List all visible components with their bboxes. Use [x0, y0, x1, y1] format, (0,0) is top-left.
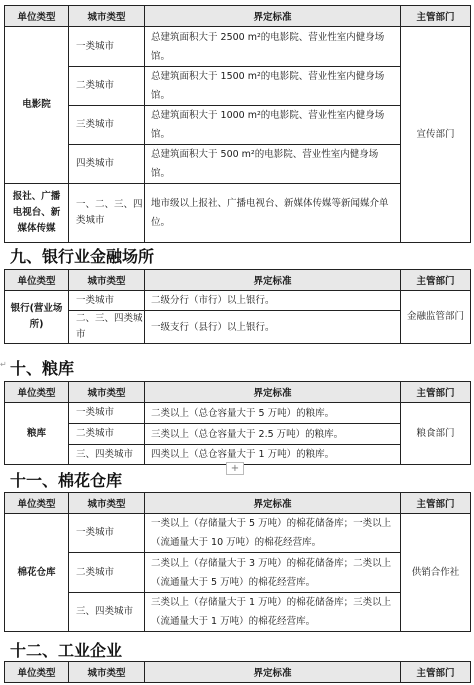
table-row — [5, 514, 471, 553]
header-std: 界定标准 — [145, 662, 401, 683]
unit-cell: 粮库 — [5, 403, 69, 465]
paragraph-mark-icon: ↵ — [0, 360, 7, 369]
header-dept: 主管部门 — [401, 6, 471, 27]
header-city: 城市类型 — [69, 493, 145, 514]
header-std: 界定标准 — [145, 6, 401, 27]
header-unit: 单位类型 — [5, 493, 69, 514]
std-cell: 总建筑面积大于 1000 m²的电影院、营业性室内健身场馆。 — [145, 106, 401, 145]
table-cinema — [4, 5, 471, 243]
city-cell: 四类城市 — [69, 145, 145, 184]
section-heading-industry: 十二、工业企业 — [10, 641, 123, 660]
header-dept: 主管部门 — [401, 270, 471, 291]
std-cell: 二级分行（市行）以上银行。 — [145, 291, 401, 311]
unit-cell: 银行(营业场所) — [5, 291, 69, 344]
section-heading-cotton: 十一、棉花仓库 — [10, 471, 123, 490]
std-cell: 一类以上（存储量大于 5 万吨）的棉花储备库；一类以上（流通量大于 10 万吨）的棉花经营库。 — [145, 514, 401, 553]
header-city: 城市类型 — [69, 270, 145, 291]
std-cell: 三类以上（存储量大于 1 万吨）的棉花储备库；三类以上（流通量大于 1 万吨）的棉花经营库。 — [145, 593, 401, 632]
header-std: 界定标准 — [145, 270, 401, 291]
city-cell: 一类城市 — [69, 291, 145, 311]
header-dept: 主管部门 — [401, 382, 471, 403]
dept-cell: 金融监管部门 — [401, 291, 471, 344]
table-granary — [4, 381, 471, 465]
std-cell: 总建筑面积大于 2500 m²的电影院、营业性室内健身场馆。 — [145, 27, 401, 67]
city-cell: 三、四类城市 — [69, 445, 145, 465]
header-city: 城市类型 — [69, 662, 145, 683]
std-cell: 地市级以上报社、广播电视台、新媒体传媒等新闻媒介单位。 — [145, 184, 401, 243]
header-city: 城市类型 — [69, 382, 145, 403]
header-unit: 单位类型 — [5, 662, 69, 683]
table-industry — [4, 661, 471, 683]
city-cell: 二类城市 — [69, 424, 145, 445]
std-cell: 总建筑面积大于 1500 m²的电影院、营业性室内健身场馆。 — [145, 67, 401, 106]
header-unit: 单位类型 — [5, 382, 69, 403]
std-cell: 一级支行（县行）以上银行。 — [145, 311, 401, 344]
dept-cell: 粮食部门 — [401, 403, 471, 465]
std-cell: 三类以上（总仓容量大于 2.5 万吨）的粮库。 — [145, 424, 401, 445]
section-heading-bank: 九、银行业金融场所 — [10, 247, 155, 266]
city-cell: 二类城市 — [69, 67, 145, 106]
header-city: 城市类型 — [69, 6, 145, 27]
unit-cell: 电影院 — [5, 27, 69, 184]
section-heading-granary: 十、粮库 — [10, 359, 75, 378]
unit-cell: 棉花仓库 — [5, 514, 69, 632]
city-cell: 一、二、三、四类城市 — [69, 184, 145, 243]
header-dept: 主管部门 — [401, 662, 471, 683]
header-dept: 主管部门 — [401, 493, 471, 514]
city-cell: 一类城市 — [69, 514, 145, 553]
header-std: 界定标准 — [145, 382, 401, 403]
unit-cell: 报社、广播电视台、新媒体传媒 — [5, 184, 69, 243]
table-row — [5, 403, 471, 424]
table-bank — [4, 269, 471, 344]
table-row — [5, 291, 471, 311]
header-unit: 单位类型 — [5, 6, 69, 27]
dept-cell: 宣传部门 — [401, 27, 471, 243]
std-cell: 二类以上（总仓容量大于 5 万吨）的粮库。 — [145, 403, 401, 424]
std-cell: 二类以上（存储量大于 3 万吨）的棉花储备库；二类以上（流通量大于 5 万吨）的棉花经营库。 — [145, 553, 401, 593]
std-cell: 四类以上（总仓容量大于 1 万吨）的粮库。 — [145, 445, 401, 465]
dept-cell: 供销合作社 — [401, 514, 471, 632]
header-std: 界定标准 — [145, 493, 401, 514]
add-row-button[interactable]: + — [226, 462, 244, 475]
city-cell: 二、三、四类城市 — [69, 311, 145, 344]
std-cell: 总建筑面积大于 500 m²的电影院、营业性室内健身场馆。 — [145, 145, 401, 184]
header-unit: 单位类型 — [5, 270, 69, 291]
city-cell: 三、四类城市 — [69, 593, 145, 632]
city-cell: 一类城市 — [69, 27, 145, 67]
city-cell: 二类城市 — [69, 553, 145, 593]
table-row — [5, 27, 471, 67]
city-cell: 一类城市 — [69, 403, 145, 424]
table-cotton — [4, 492, 471, 632]
city-cell: 三类城市 — [69, 106, 145, 145]
